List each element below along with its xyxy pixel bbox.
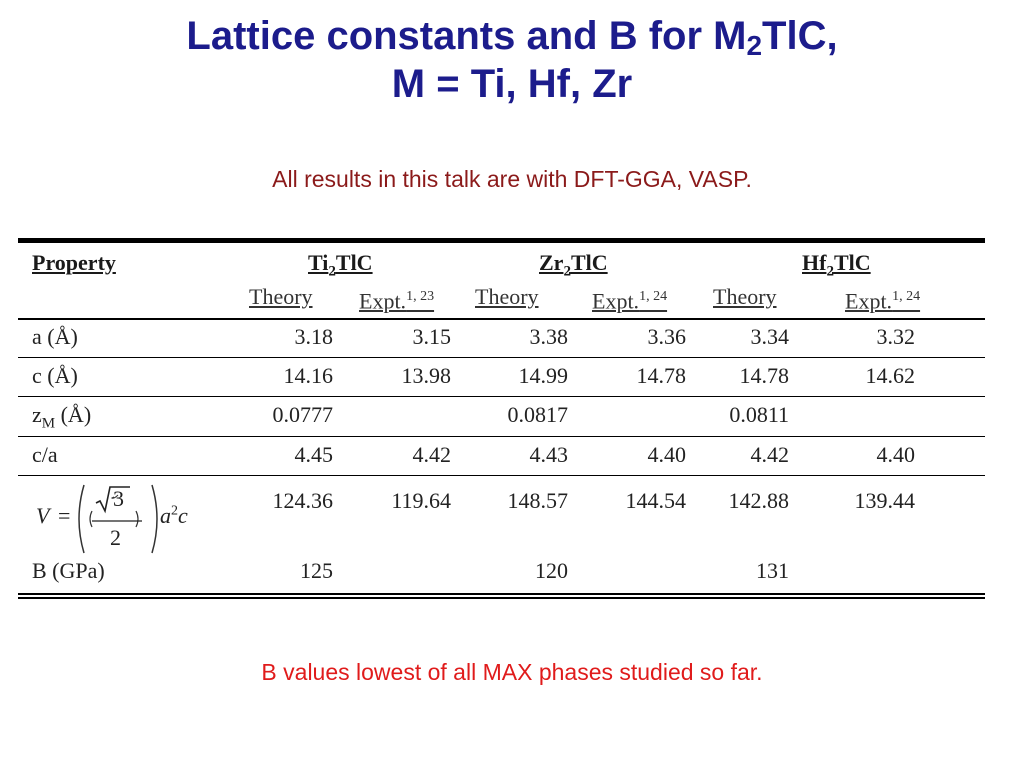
cell-zm-ti-theory: 0.0777	[272, 402, 333, 427]
theory-header-zr: Theory	[475, 284, 539, 309]
cell-ca-ti-expt: 4.42	[412, 442, 451, 467]
cell-ca-hf-theory: 4.42	[750, 442, 789, 467]
table-row-rule-1	[18, 357, 985, 358]
formula-lhs: V	[36, 503, 50, 528]
cell-ca-zr-theory: 4.43	[529, 442, 568, 467]
expt-ti-label: Expt.	[359, 288, 407, 314]
title-line1-prefix: Lattice constants and B for M	[186, 14, 747, 58]
table-bottom-rule-2	[18, 597, 985, 599]
cell-c-ti-theory: 14.16	[283, 363, 333, 388]
theory-header-hf: Theory	[713, 284, 777, 309]
cell-a-zr-theory: 3.38	[529, 324, 568, 349]
table-bottom-rule-1	[18, 593, 985, 595]
expt-header-hf	[845, 284, 920, 314]
row-label-zm-z: z	[32, 402, 42, 427]
expt-header-zr	[592, 284, 667, 314]
cell-v-zr-theory: 148.57	[507, 488, 568, 513]
cell-v-hf-expt: 139.44	[854, 488, 915, 513]
table-row-rule-3	[18, 436, 985, 437]
compound-zr-sub: 2	[563, 263, 571, 280]
cell-a-hf-theory: 3.34	[750, 324, 789, 349]
compound-hf-suffix: TlC	[833, 250, 871, 275]
property-header: Property	[32, 250, 116, 275]
row-label-a: a (Å)	[32, 324, 78, 349]
cell-a-ti-theory: 3.18	[294, 324, 333, 349]
formula-tail-exp: 2	[171, 503, 178, 519]
title-line2: M = Ti, Hf, Zr	[391, 62, 633, 106]
expt-zr-ref: 1, 24	[639, 289, 668, 304]
slide-title	[0, 12, 1024, 108]
compound-header-hf	[802, 250, 871, 284]
formula-tail-c: c	[178, 503, 188, 528]
compound-header-zr	[539, 250, 608, 284]
row-label-zm-suffix: (Å)	[55, 402, 92, 427]
table-top-rule	[18, 238, 985, 243]
formula-denom: 2	[110, 525, 121, 550]
formula-eq: =	[58, 503, 71, 528]
cell-v-ti-theory: 124.36	[272, 488, 333, 513]
expt-hf-label: Expt.	[845, 288, 893, 314]
expt-hf-ref: 1, 24	[892, 289, 921, 304]
expt-ti-ref: 1, 23	[406, 289, 435, 304]
table-row-rule-2	[18, 396, 985, 397]
cell-zm-zr-theory: 0.0817	[507, 402, 568, 427]
cell-ca-zr-expt: 4.40	[647, 442, 686, 467]
cell-b-zr-theory: 120	[535, 558, 568, 583]
compound-ti-prefix: Ti	[308, 250, 329, 275]
cell-zm-hf-theory: 0.0811	[729, 402, 789, 427]
cell-ca-ti-theory: 4.45	[294, 442, 333, 467]
cell-a-hf-expt: 3.32	[876, 324, 915, 349]
cell-c-ti-expt: 13.98	[401, 363, 451, 388]
compound-zr-suffix: TlC	[570, 250, 608, 275]
subtitle-note: All results in this talk are with DFT-GGA, VASP.	[272, 166, 752, 192]
cell-c-zr-expt: 14.78	[636, 363, 686, 388]
row-label-ca: c/a	[32, 442, 58, 467]
compound-header-ti	[308, 250, 373, 284]
compound-zr-prefix: Zr	[539, 250, 564, 275]
table-header-rule	[18, 318, 985, 320]
formula-tail-a: a	[160, 503, 171, 528]
expt-header-ti	[359, 284, 434, 314]
cell-c-hf-expt: 14.62	[865, 363, 915, 388]
compound-hf-prefix: Hf	[802, 250, 827, 275]
compound-hf-sub: 2	[826, 263, 834, 280]
row-label-zm	[32, 402, 91, 436]
theory-header-ti: Theory	[249, 284, 313, 309]
cell-v-zr-expt: 144.54	[625, 488, 686, 513]
cell-b-hf-theory: 131	[756, 558, 789, 583]
formula-tail	[160, 503, 188, 529]
cell-b-ti-theory: 125	[300, 558, 333, 583]
table-row-rule-4	[18, 475, 985, 476]
title-line1-sub: 2	[746, 30, 763, 61]
cell-v-hf-theory: 142.88	[728, 488, 789, 513]
cell-a-ti-expt: 3.15	[412, 324, 451, 349]
row-label-b: B (GPa)	[32, 558, 105, 583]
expt-zr-label: Expt.	[592, 288, 640, 314]
compound-ti-suffix: TlC	[335, 250, 373, 275]
title-line1-suffix: TlC,	[762, 14, 838, 58]
cell-ca-hf-expt: 4.40	[876, 442, 915, 467]
formula-root: 3	[113, 486, 124, 511]
cell-c-hf-theory: 14.78	[739, 363, 789, 388]
cell-a-zr-expt: 3.36	[647, 324, 686, 349]
cell-v-ti-expt: 119.64	[391, 488, 451, 513]
formula-parens	[30, 481, 180, 557]
footer-note: B values lowest of all MAX phases studied so far.	[261, 659, 763, 685]
cell-c-zr-theory: 14.99	[518, 363, 568, 388]
row-label-c: c (Å)	[32, 363, 78, 388]
compound-ti-sub: 2	[328, 263, 336, 280]
row-label-zm-sub: M	[41, 415, 56, 432]
volume-formula	[30, 481, 188, 557]
